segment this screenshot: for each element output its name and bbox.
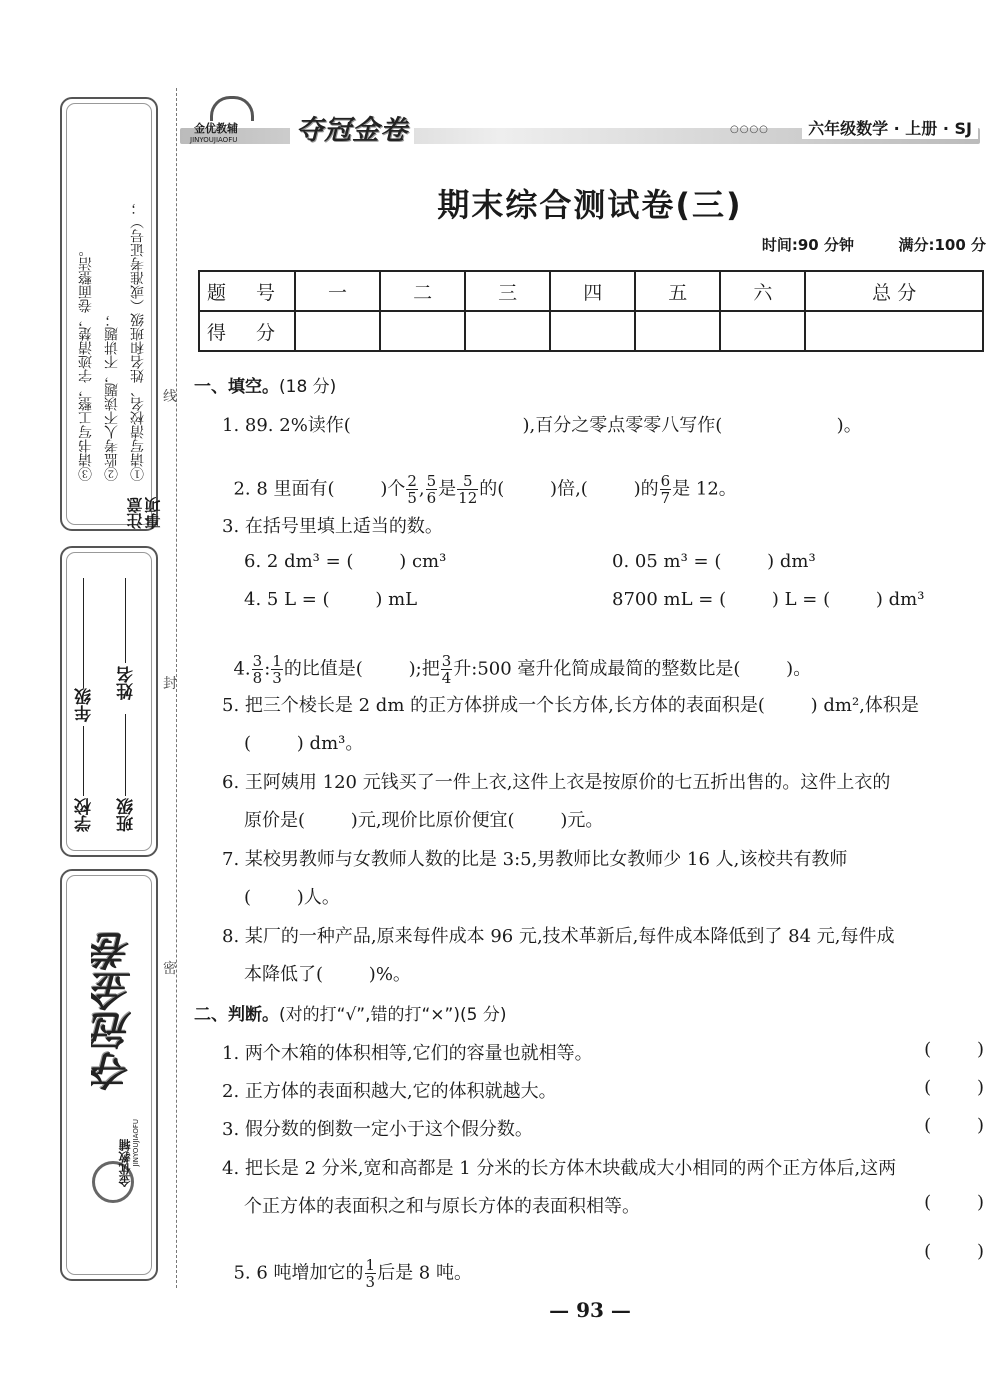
score-row-label: 得 分 <box>199 311 295 351</box>
cut-char-secret: 密 <box>163 961 177 977</box>
section-2-title <box>194 1000 506 1025</box>
section-1-heading: 一、填空。 <box>194 377 279 397</box>
question-1-1: 1. 89. 2%读作( ),百分之零点零零八写作( )。 <box>222 415 862 436</box>
header-logo-en: JINYOUJIAOFU <box>190 136 238 144</box>
score-cell[interactable] <box>720 311 805 351</box>
section-2-heading: 二、判断。 <box>194 1005 279 1025</box>
notice-line-3: ③请书写工整，字迹清楚，卷面整洁。 <box>78 243 94 481</box>
answer-blank[interactable]: ( ) <box>924 1192 984 1213</box>
question-1-2: 2. 8 里面有( )个 $\frac{2}{5}$ , $\frac{5}{6}$ 是 $\frac{5}{12}$ 的( )倍,( )的 $\frac{6}{7}$ 是 12。 <box>233 472 737 507</box>
question-1-6b: 原价是( )元,现价比原价便宜( )元。 <box>244 810 604 831</box>
question-2-3: 3. 假分数的倒数一定小于这个假分数。 <box>222 1119 533 1140</box>
question-1-7b: ( )人。 <box>244 887 340 908</box>
grade-label: 年级 <box>75 688 95 722</box>
notice-line-2: ②监考人不读题，不讲题； <box>104 313 120 481</box>
score-header-cell: 题 号 <box>199 271 295 311</box>
fraction: $\frac{3}{8}$ <box>252 652 263 687</box>
notice-box <box>60 97 163 531</box>
question-2-4a: 4. 把长是 2 分米,宽和高都是 1 分米的长方体木块截成大小相同的两个正方体后,这两 <box>222 1158 897 1179</box>
notice-label: 注意事项 <box>126 497 163 529</box>
fraction: $\frac{6}{7}$ <box>660 472 671 507</box>
question-1-3d: 8700 mL = ( ) L = ( ) dm³ <box>612 589 925 610</box>
answer-blank[interactable]: ( ) <box>924 1241 984 1262</box>
fraction: $\frac{3}{4}$ <box>441 652 452 687</box>
score-header-cell: 一 <box>295 271 380 311</box>
score-cell[interactable] <box>635 311 720 351</box>
score-cell[interactable] <box>465 311 550 351</box>
fraction: $\frac{5}{6}$ <box>426 472 437 507</box>
score-cell[interactable] <box>805 311 983 351</box>
answer-blank[interactable]: ( ) <box>924 1077 984 1098</box>
school-label: 学校 <box>75 798 95 832</box>
exam-meta <box>762 234 986 255</box>
question-1-7a: 7. 某校男教师与女教师人数的比是 3:5,男教师比女教师少 16 人,该校共有教师 <box>222 849 848 870</box>
score-table-row <box>199 311 983 351</box>
question-1-8a: 8. 某厂的一种产品,原来每件成本 96 元,技术革新后,每件成本降低到了 84 元,每件成 <box>222 926 895 947</box>
score-cell[interactable] <box>380 311 465 351</box>
school-field[interactable] <box>72 566 96 844</box>
score-header-cell: 总 分 <box>805 271 983 311</box>
section-2-score: (对的打“√”,错的打“×”)(5 分) <box>279 1005 507 1025</box>
class-label: 班级 <box>117 798 137 832</box>
fraction: $\frac{5}{12}$ <box>458 472 478 507</box>
header-logo-cn: 金优教辅 <box>194 122 238 135</box>
score-header-cell: 三 <box>465 271 550 311</box>
question-1-3a: 6. 2 dm³ = ( ) cm³ <box>244 551 447 572</box>
fraction: $\frac{1}{3}$ <box>365 1256 376 1291</box>
brand-box <box>60 869 158 1281</box>
page-number: — 93 — <box>549 1298 631 1322</box>
header-dots: ○○○○ <box>730 124 769 135</box>
question-1-5b: ( ) dm³。 <box>244 733 364 754</box>
book-icon <box>210 96 254 121</box>
name-label: 姓名 <box>117 666 137 700</box>
cut-char-line: 线 <box>163 389 177 405</box>
score-header-cell: 五 <box>635 271 720 311</box>
question-1-3: 3. 在括号里填上适当的数。 <box>222 516 443 537</box>
score-header-cell: 二 <box>380 271 465 311</box>
score-table <box>198 270 984 352</box>
section-1-title <box>194 372 336 397</box>
exam-full-score: 满分:100 分 <box>898 236 986 254</box>
score-cell[interactable] <box>550 311 635 351</box>
answer-blank[interactable]: ( ) <box>924 1115 984 1136</box>
question-1-3c: 4. 5 L = ( ) mL <box>244 589 418 610</box>
answer-blank[interactable]: ( ) <box>924 1039 984 1060</box>
header-subject: 六年级数学 · 上册 · SJ <box>802 116 978 139</box>
side-logo-cn: 金优教辅 <box>118 1139 132 1187</box>
q2-text-1: 2. 8 里面有( )个 <box>233 478 406 500</box>
question-2-4b: 个正方体的表面积之和与原长方体的表面积相等。 <box>244 1196 640 1217</box>
header-brand: 夺冠金卷 <box>290 108 414 147</box>
score-cell[interactable] <box>295 311 380 351</box>
class-field[interactable] <box>114 566 138 844</box>
question-2-2: 2. 正方体的表面积越大,它的体积就越大。 <box>222 1081 557 1102</box>
side-brand: 夺冠金卷 <box>92 931 138 1091</box>
header-logo <box>188 96 278 152</box>
score-header-cell: 六 <box>720 271 805 311</box>
page-title: 期末综合测试卷(三) <box>437 186 743 224</box>
notice-line-1: ①请写清校名、姓名和班级（或准考证号）； <box>130 201 146 481</box>
cut-char-seal: 封 <box>163 676 177 692</box>
question-1-3b: 0. 05 m³ = ( ) dm³ <box>612 551 816 572</box>
question-1-8b: 本降低了( )%。 <box>244 964 411 985</box>
fraction: $\frac{2}{5}$ <box>407 472 417 507</box>
question-1-4: 4. $\frac{3}{8}$ : $\frac{1}{3}$ 的比值是( );把 $\frac{3}{4}$ 升:500 毫升化简成最简的整数比是( )。 <box>233 652 812 687</box>
exam-time: 时间:90 分钟 <box>761 236 854 254</box>
student-info-box <box>60 546 158 857</box>
question-1-5a: 5. 把三个棱长是 2 dm 的正方体拼成一个长方体,长方体的表面积是( ) dm²,体积是 <box>222 695 919 716</box>
section-1-score: (18 分) <box>279 377 337 397</box>
score-table-header <box>199 271 983 311</box>
fraction: $\frac{1}{3}$ <box>272 652 282 687</box>
side-logo-en: JINYOUJIAOFU <box>132 1119 140 1167</box>
question-2-1: 1. 两个木箱的体积相等,它们的容量也就相等。 <box>222 1043 593 1064</box>
question-1-6a: 6. 王阿姨用 120 元钱买了一件上衣,这件上衣是按原价的七五折出售的。这件上衣的 <box>222 772 891 793</box>
question-2-5: 5. 6 吨增加它的 $\frac{1}{3}$ 后是 8 吨。 <box>233 1256 472 1291</box>
score-header-cell: 四 <box>550 271 635 311</box>
